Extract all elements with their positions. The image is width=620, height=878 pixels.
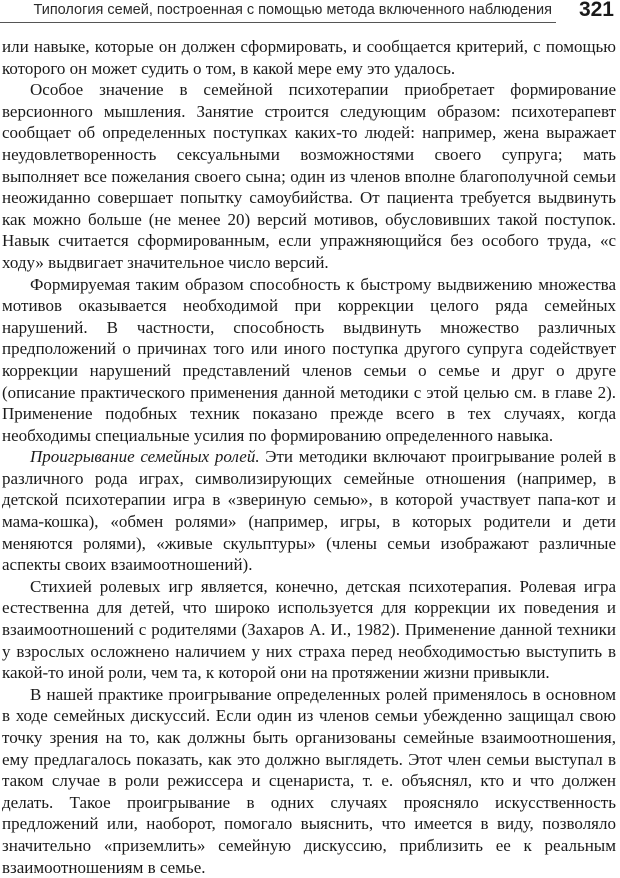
section-lead-italic: Проигрывание семейных ролей. <box>30 447 260 467</box>
paragraph-continuation: или навыке, которые он должен сформировать, и сообщается критерий, с помощью которого он может судить о том, в какой мере ему это удалось. <box>2 37 616 78</box>
running-title: Типология семей, построенная с помощью метода включенного наблюдения <box>33 2 552 18</box>
paragraph-child-therapy: Стихией ролевых игр является, конечно, детская психотерапия. Ролевая игра естественна для детей, что широко используется для коррекции их поведения и взаимоотношений с родителями (Захаров А. И., 1982). Применение данной техники у взрослых осложнено наличием у них страха перед необходимостью выступить в какой-то иной роли, чем та, к которой они на протяжении жизни привыкли. <box>2 576 616 683</box>
paragraph-role-playing <box>2 446 616 576</box>
paragraph-version-thinking: Особое значение в семейной психотерапии приобретает формирование версионного мышления. Занятие строится следующим образом: психотерапевт сообщает об определенных поступках каких-то людей: например, жена выражает неудовлетворенность сексуальными возможностями своего супруга; мать выполняет все пожелания своего сына; один из членов вполне благополучной семьи неожиданно совершает попытку самоубийства. От пациента требуется выдвинуть как можно больше (не менее 20) версий мотивов, обусловивших такой поступок. Навык считается сформированным, если упражняющийся без особого труда, «с ходу» выдвигает значительное число версий. <box>2 80 616 272</box>
paragraph-role-playing-text: Эти методики включают проигрывание ролей в различного рода играх, символизирующих семейные отношения (например, в детской психотерапии игра в «звериную семью», в которой участвует папа-кот и мама-кошка), «обмен ролями» (например, игры, в которых родители и дети меняются ролями), «живые скульптуры» (члены семьи изображают различные аспекты своих взаимоотношений). <box>2 447 616 575</box>
paragraph-motive-generation: Формируемая таким образом способность к быстрому выдвижению множества мотивов оказывается необходимой при коррекции целого ряда семейных нарушений. В частности, способность выдвинуть множество различных предположений о причинах того или иного поступка другого супруга содействует коррекции нарушений представлений членов семьи о семье и друг о друге (описание практического применения данной методики с этой целью см. в главе 2). Применение подобных техник показано прежде всего в тех случаях, когда необходимы специальные усилия по формированию определенного навыка. <box>2 274 616 445</box>
page-header <box>0 0 620 34</box>
paragraph-practice: В нашей практике проигрывание определенных ролей применялось в основном в ходе семейных дискуссий. Если один из членов семьи убежденно защищал свою точку зрения на то, как должны быть организованы семейные взаимоотношения, ему предлагалось показать, как это должно выглядеть. Этот член семьи выступал в таком случае в роли режиссера и сценариста, т. е. объяснял, кто и что должен делать. Такое проигрывание в одних случаях проясняло искусственность предложений или, наоборот, помогало выяснить, что имеется в виду, позволяло значительно «приземлить» семейную дискуссию, приблизить ее к реальным взаимоотношениям в семье. <box>2 684 616 877</box>
body-text <box>2 36 616 878</box>
page-number: 321 <box>578 0 614 21</box>
header-rule <box>0 22 556 23</box>
